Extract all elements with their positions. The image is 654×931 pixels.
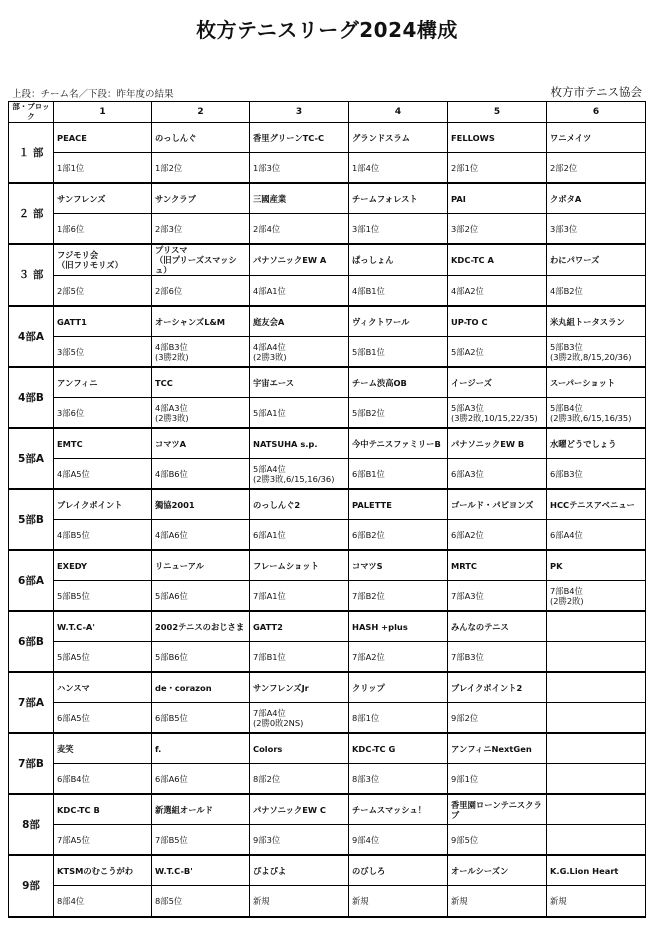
last-year-result: 7部A2位 (349, 642, 448, 673)
last-year-result: 2部5位 (54, 276, 152, 307)
team-name: リニューアル (152, 550, 250, 581)
team-name: PEACE (54, 123, 152, 153)
last-year-result: 6部A4位 (547, 520, 646, 551)
team-name (547, 611, 646, 642)
team-name: GATT1 (54, 306, 152, 337)
team-name: KDC-TC G (349, 733, 448, 764)
last-year-result: 7部B4位 (2勝2敗) (547, 581, 646, 612)
team-name: ヴィクトワール (349, 306, 448, 337)
result-row (9, 520, 646, 551)
last-year-result: 6部B5位 (152, 703, 250, 734)
last-year-result: 3部1位 (349, 214, 448, 245)
last-year-result: 2部1位 (448, 153, 547, 184)
team-name: 麦笑 (54, 733, 152, 764)
team-name: フジモリ会 （旧フリモリズ） (54, 244, 152, 276)
team-name: サンフレンズ (54, 183, 152, 214)
team-name: サンフレンズJr (250, 672, 349, 703)
result-row (9, 276, 646, 307)
last-year-result: 新規 (448, 886, 547, 918)
team-name: 今中テニスファミリーB (349, 428, 448, 459)
division-label: 6部B (9, 611, 54, 672)
team-row (9, 306, 646, 337)
last-year-result: 4部A1位 (250, 276, 349, 307)
last-year-result (547, 825, 646, 856)
last-year-result: 5部A2位 (448, 337, 547, 368)
team-name: UP-TO C (448, 306, 547, 337)
last-year-result: 5部A5位 (54, 642, 152, 673)
last-year-result: 4部A2位 (448, 276, 547, 307)
page-title: 枚方テニスリーグ2024構成 (196, 18, 458, 42)
result-row (9, 764, 646, 795)
last-year-result: 6部A3位 (448, 459, 547, 490)
result-row (9, 459, 646, 490)
division-label: 5部A (9, 428, 54, 489)
result-row (9, 214, 646, 245)
last-year-result: 7部B1位 (250, 642, 349, 673)
last-year-result: 4部B1位 (349, 276, 448, 307)
division-label: 8部 (9, 794, 54, 855)
team-name: KTSMのむこうがわ (54, 855, 152, 886)
header-block: 3 (250, 102, 349, 123)
last-year-result: 3部6位 (54, 398, 152, 429)
last-year-result: 9部4位 (349, 825, 448, 856)
last-year-result (547, 764, 646, 795)
result-row (9, 581, 646, 612)
team-name: GATT2 (250, 611, 349, 642)
last-year-result: 7部B3位 (448, 642, 547, 673)
header-block: 4 (349, 102, 448, 123)
last-year-result: 2部3位 (152, 214, 250, 245)
team-name: 宇宙エース (250, 367, 349, 398)
division-label: 7部B (9, 733, 54, 794)
result-row (9, 153, 646, 184)
last-year-result: 新規 (250, 886, 349, 918)
team-name: NATSUHA s.p. (250, 428, 349, 459)
last-year-result: 3部2位 (448, 214, 547, 245)
team-name: HASH +plus (349, 611, 448, 642)
division-label: 7部A (9, 672, 54, 733)
team-name: クボタA (547, 183, 646, 214)
team-name: アンフィニ (54, 367, 152, 398)
team-name: EMTC (54, 428, 152, 459)
last-year-result: 5部B1位 (349, 337, 448, 368)
last-year-result: 5部A1位 (250, 398, 349, 429)
team-name: オーシャンズL&M (152, 306, 250, 337)
result-row (9, 398, 646, 429)
team-row (9, 672, 646, 703)
last-year-result: 2部2位 (547, 153, 646, 184)
last-year-result: 1部4位 (349, 153, 448, 184)
team-name: 2002テニスのおじさま (152, 611, 250, 642)
team-name: PK (547, 550, 646, 581)
division-label: ３ 部 (9, 244, 54, 306)
team-name: f. (152, 733, 250, 764)
team-name: ブレイクポイント (54, 489, 152, 520)
last-year-result: 9部1位 (448, 764, 547, 795)
header-block: 5 (448, 102, 547, 123)
team-name: のっしんぐ (152, 123, 250, 153)
last-year-result (547, 703, 646, 734)
last-year-result: 3部5位 (54, 337, 152, 368)
team-name: 香里園ローンテニスクラブ (448, 794, 547, 825)
last-year-result: 8部2位 (250, 764, 349, 795)
team-name: パナソニックEW A (250, 244, 349, 276)
last-year-result: 4部A5位 (54, 459, 152, 490)
last-year-result: 4部B3位 (3勝2敗) (152, 337, 250, 368)
team-name: PALETTE (349, 489, 448, 520)
organizer-name: 枚方市テニス協会 (550, 85, 642, 99)
team-name: パナソニックEW C (250, 794, 349, 825)
division-label: ２ 部 (9, 183, 54, 244)
last-year-result: 4部B5位 (54, 520, 152, 551)
team-name: W.T.C-B' (152, 855, 250, 886)
league-body (9, 123, 646, 918)
team-name: 新選組オールド (152, 794, 250, 825)
team-name: イージーズ (448, 367, 547, 398)
last-year-result: 4部B2位 (547, 276, 646, 307)
team-row (9, 123, 646, 153)
last-year-result: 6部A6位 (152, 764, 250, 795)
last-year-result: 7部A1位 (250, 581, 349, 612)
last-year-result: 9部5位 (448, 825, 547, 856)
team-name: ぱっしょん (349, 244, 448, 276)
team-name: ハンスマ (54, 672, 152, 703)
team-name: 香里グリーンTC-C (250, 123, 349, 153)
team-name: 庭友会A (250, 306, 349, 337)
team-row (9, 183, 646, 214)
last-year-result: 7部A5位 (54, 825, 152, 856)
last-year-result: 1部6位 (54, 214, 152, 245)
last-year-result: 新規 (547, 886, 646, 918)
last-year-result: 2部6位 (152, 276, 250, 307)
division-label: 5部B (9, 489, 54, 550)
team-row (9, 611, 646, 642)
last-year-result: 7部B5位 (152, 825, 250, 856)
team-row (9, 733, 646, 764)
result-row (9, 825, 646, 856)
team-name: チーム渋高OB (349, 367, 448, 398)
team-name: わにパワーズ (547, 244, 646, 276)
team-name: チームスマッシュ！ (349, 794, 448, 825)
team-name: ぴよぴよ (250, 855, 349, 886)
team-name: HCCテニスアベニュー (547, 489, 646, 520)
last-year-result: 5部B2位 (349, 398, 448, 429)
team-name: のっしんぐ2 (250, 489, 349, 520)
last-year-result: 9部2位 (448, 703, 547, 734)
team-name: みんなのテニス (448, 611, 547, 642)
last-year-result: 8部1位 (349, 703, 448, 734)
last-year-result: 1部3位 (250, 153, 349, 184)
header-block: 2 (152, 102, 250, 123)
team-name: TCC (152, 367, 250, 398)
last-year-result: 5部B4位 (2勝3敗,6/15,16/35) (547, 398, 646, 429)
team-row (9, 244, 646, 276)
last-year-result: 6部A5位 (54, 703, 152, 734)
result-row (9, 886, 646, 918)
team-name: オールシーズン (448, 855, 547, 886)
last-year-result: 1部2位 (152, 153, 250, 184)
division-label: 6部A (9, 550, 54, 611)
team-name: 獨協2001 (152, 489, 250, 520)
team-name: ワニメイツ (547, 123, 646, 153)
last-year-result: 6部B1位 (349, 459, 448, 490)
team-name: 米丸組トータスラン (547, 306, 646, 337)
last-year-result: 4部A4位 (2勝3敗) (250, 337, 349, 368)
team-name: ゴールド・パピヨンズ (448, 489, 547, 520)
last-year-result: 7部A4位 (2勝0敗2NS) (250, 703, 349, 734)
last-year-result: 9部3位 (250, 825, 349, 856)
team-name: K.G.Lion Heart (547, 855, 646, 886)
team-name: クリップ (349, 672, 448, 703)
team-name: EXEDY (54, 550, 152, 581)
team-name: グランドスラム (349, 123, 448, 153)
team-name (547, 672, 646, 703)
last-year-result: 4部B6位 (152, 459, 250, 490)
team-name: アンフィニNextGen (448, 733, 547, 764)
team-row (9, 489, 646, 520)
last-year-result: 5部B3位 (3勝2敗,8/15,20/36) (547, 337, 646, 368)
header-corner: 部・ブロック (9, 102, 54, 123)
team-name: FELLOWS (448, 123, 547, 153)
legend-note: 上段：チーム名／下段：昨年度の結果 (12, 89, 174, 100)
team-name: W.T.C-A' (54, 611, 152, 642)
league-table (8, 101, 646, 918)
header-row (9, 102, 646, 123)
result-row (9, 703, 646, 734)
team-row (9, 428, 646, 459)
team-row (9, 550, 646, 581)
team-name: コマツS (349, 550, 448, 581)
last-year-result: 5部B5位 (54, 581, 152, 612)
team-name: フレームショット (250, 550, 349, 581)
last-year-result: 2部4位 (250, 214, 349, 245)
team-name: のびしろ (349, 855, 448, 886)
team-name: スーパーショット (547, 367, 646, 398)
team-name: コマツA (152, 428, 250, 459)
team-name: KDC-TC B (54, 794, 152, 825)
last-year-result: 3部3位 (547, 214, 646, 245)
team-name: パナソニックEW B (448, 428, 547, 459)
team-name: サンクラブ (152, 183, 250, 214)
division-label: 9部 (9, 855, 54, 917)
division-label: １ 部 (9, 123, 54, 184)
result-row (9, 337, 646, 368)
team-name (547, 733, 646, 764)
last-year-result: 7部A3位 (448, 581, 547, 612)
header-block: 6 (547, 102, 646, 123)
team-row (9, 794, 646, 825)
team-name: MRTC (448, 550, 547, 581)
last-year-result: 8部5位 (152, 886, 250, 918)
last-year-result: 6部A1位 (250, 520, 349, 551)
last-year-result: 4部A6位 (152, 520, 250, 551)
result-row (9, 642, 646, 673)
header-block: 1 (54, 102, 152, 123)
team-row (9, 855, 646, 886)
team-name: PAI (448, 183, 547, 214)
team-row (9, 367, 646, 398)
last-year-result: 1部1位 (54, 153, 152, 184)
team-name: de・corazon (152, 672, 250, 703)
last-year-result: 4部A3位 (2勝3敗) (152, 398, 250, 429)
division-label: 4部A (9, 306, 54, 367)
last-year-result: 5部A4位 (2勝3敗,6/15,16/36) (250, 459, 349, 490)
team-name: チームフォレスト (349, 183, 448, 214)
last-year-result: 5部B6位 (152, 642, 250, 673)
team-name: Colors (250, 733, 349, 764)
team-name: KDC-TC A (448, 244, 547, 276)
last-year-result: 新規 (349, 886, 448, 918)
team-name: 水曜どうでしょう (547, 428, 646, 459)
last-year-result: 8部4位 (54, 886, 152, 918)
last-year-result: 7部B2位 (349, 581, 448, 612)
last-year-result: 6部B3位 (547, 459, 646, 490)
last-year-result: 6部B2位 (349, 520, 448, 551)
last-year-result: 6部A2位 (448, 520, 547, 551)
team-name: ブレイクポイント2 (448, 672, 547, 703)
team-name (547, 794, 646, 825)
last-year-result: 5部A3位 (3勝2敗,10/15,22/35) (448, 398, 547, 429)
team-name: プリスマ （旧プリーズスマッシュ） (152, 244, 250, 276)
division-label: 4部B (9, 367, 54, 428)
last-year-result: 5部A6位 (152, 581, 250, 612)
team-name: 三國産業 (250, 183, 349, 214)
last-year-result: 6部B4位 (54, 764, 152, 795)
last-year-result: 8部3位 (349, 764, 448, 795)
last-year-result (547, 642, 646, 673)
